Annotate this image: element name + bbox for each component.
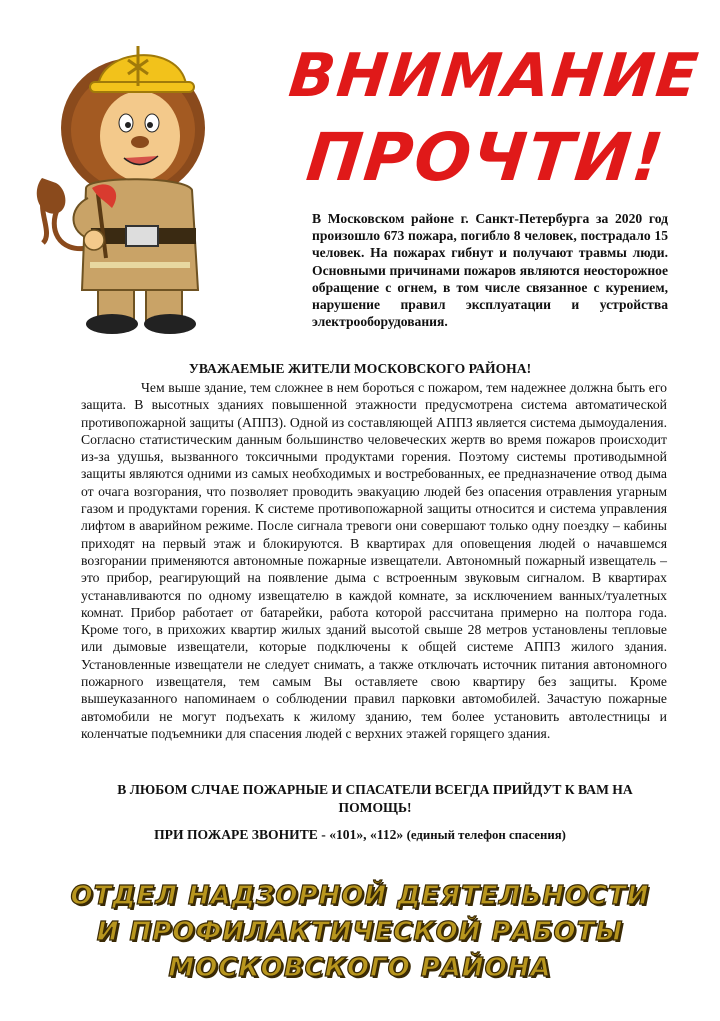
phones-note: (единый телефон спасения) [406,828,566,842]
emergency-phones [0,827,720,843]
footer-line-1: ОТДЕЛ НАДЗОРНОЙ ДЕЯТЕЛЬНОСТИ [70,881,650,911]
footer-line-2: И ПРОФИЛАКТИЧЕСКОЙ РАБОТЫ [96,917,624,947]
headline-line-1: ВНИМАНИЕ [285,41,703,111]
body-paragraph [81,379,667,742]
body-text: Чем выше здание, тем сложнее в нем бороться с пожаром, тем надежнее должна быть его защита. В высотных зданиях повышенной этажности предусмотрена система автоматической противопожарной защиты (АППЗ). Одной из составляющей АППЗ является система дымоудаления. Согласно статистическим данным большинство человеческих жертв во время пожаров происходит из-за удушья, вызванного токсичными продуктами горения. Поэтому системы противодымной защиты являются одними из самых необходимых и востребованных, ее предназначение отвод дыма от очага возгорания, что позволяет проводить эвакуацию людей без опасения отравления угарным газом и продуктами горения. К системе противопожарной защиты относится и система управления лифтом в аварийном режиме. После сигнала тревоги они совершают только одну поездку – кабины приходят на первый этаж и блокируются. В квартирах для оповещения людей о начавшемся возгорании применяются автономные пожарные извещатели. Автономный пожарный извещатель – это прибор, реагирующий на появление дыма с встроенным звуковым сигналом. В квартирах устанавливаются по одному извещателю в каждой комнате, за исключением ванных/туалетных комнат. Прибор работает от батарейки, работа которой рассчитана примерно на полтора года. Кроме того, в прихожих квартир жилых зданий высотой свыше 28 метров установлены тепловые или дымовые извещатели, которые подключены к общей системе АППЗ жилого здания. Установленные извещатели не следует снимать, а также отключать источник питания автономного пожарного извещателя, тем самым Вы оставляете свою квартиру без защиты. Кроме вышеуказанного напоминаем о соблюдении правил парковки автомобилей. Зачастую пожарные автомобили не могут подъехать к жилому зданию, тем более установить автолестницы и коленчатые подъемники для спасения людей с верхних этажей горящего здания. [81,380,667,741]
closing-statement: В ЛЮБОМ СЛЧАЕ ПОЖАРНЫЕ И СПАСАТЕЛИ ВСЕГДА ПРИЙДУТ К ВАМ НА ПОМОЩЬ! [117,782,633,815]
intro-statistics: В Московском районе г. Санкт-Петербурга за 2020 год произошло 673 пожара, погибло 8 человек, пострадало 15 человек. На пожарах гибнут и получают травмы люди. Основными причинами пожаров являются неосторожное обращение с огнем, в том числе связанное с курением, нарушение правил эксплуатации и устройства электрооборудования. [312,211,668,330]
phones-main: ПРИ ПОЖАРЕ ЗВОНИТЕ - «101», «112» [154,827,404,842]
headline [271,36,708,200]
lion-firefighter-mascot-icon [28,18,248,336]
section-heading: УВАЖАЕМЫЕ ЖИТЕЛИ МОСКОВСКОГО РАЙОНА! [188,361,532,376]
footer-line-3: МОСКОВСКОГО РАЙОНА [168,953,552,983]
headline-line-2: ПРОЧТИ! [303,119,669,196]
footer-department [0,878,720,986]
